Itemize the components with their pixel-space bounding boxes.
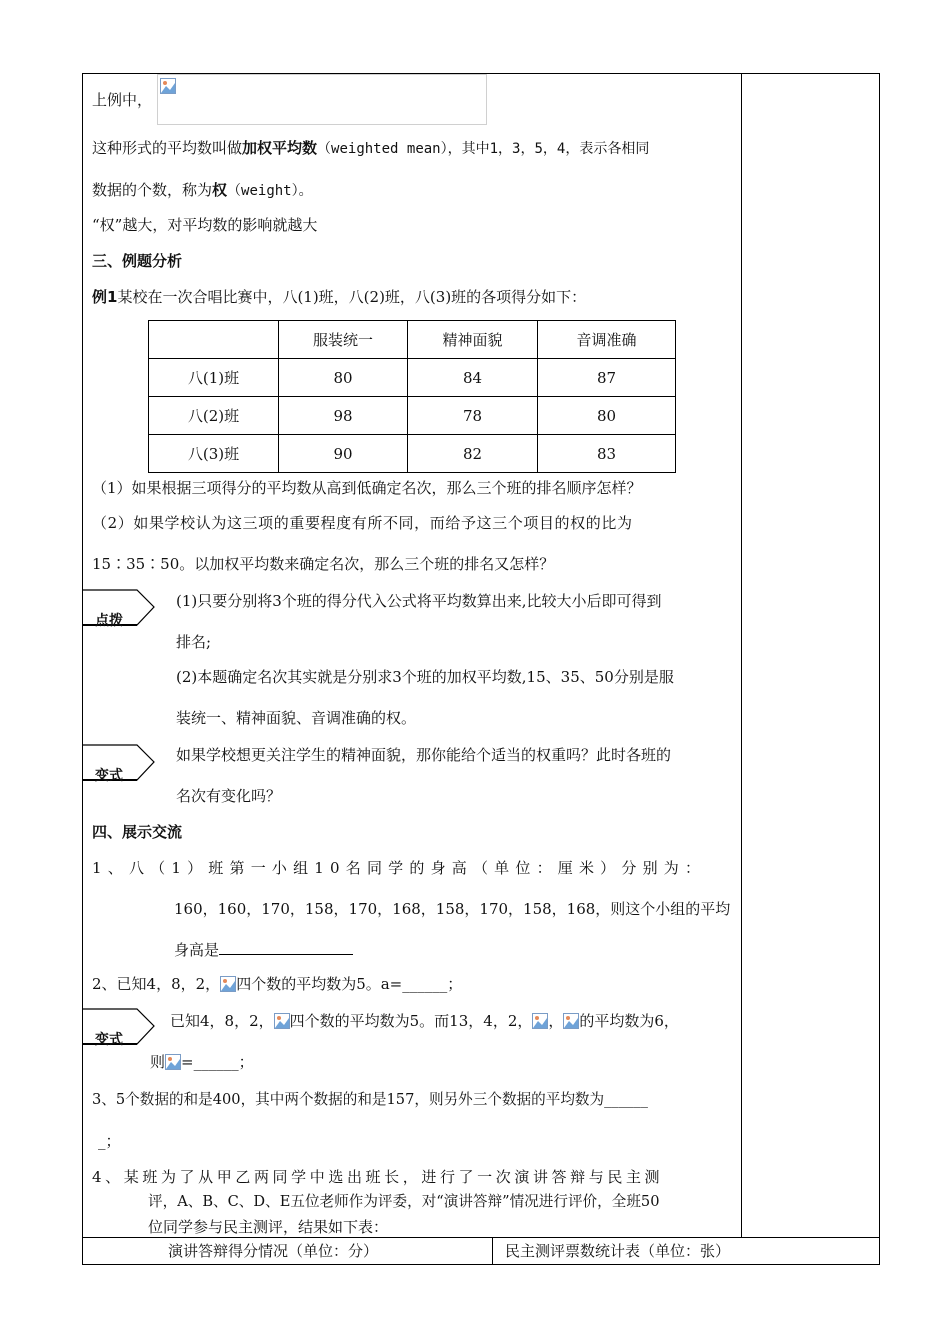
table-row (149, 435, 676, 473)
table-cell: 80 (279, 359, 408, 397)
hint-p2-line1: (2)本题确定名次其实就是分别求3个班的加权平均数,15、35、50分别是服 (176, 668, 674, 686)
text-span: 四个数的平均数为5。a=______； (236, 975, 463, 993)
table-header-cell: 音调准确 (538, 321, 676, 359)
text-span: 数据的个数，称为 (92, 181, 213, 199)
variant1-line2: 名次有变化吗？ (176, 787, 282, 805)
question-2-line2: 15∶35∶50。以加权平均数来确定名次，那么三个班的排名又怎样？ (92, 555, 555, 573)
broken-image-icon (160, 78, 176, 94)
text-span: 的平均数为6， (579, 1012, 679, 1030)
table-cell: 83 (538, 435, 676, 473)
item1-line2: 160，160，170，158，170，168，158，170，158，168，则这个小组的平均 (174, 900, 731, 918)
table-cell: 82 (408, 435, 538, 473)
variant1-line1: 如果学校想更关注学生的精神面貌，那你能给个适当的权重吗？此时各班的 (176, 746, 672, 764)
hint-p1-line1: (1)只要分别将3个班的得分代入公式将平均数算出来,比较大小后即可得到 (176, 592, 662, 610)
table-cell: 98 (279, 397, 408, 435)
formula-image-frame (157, 74, 487, 125)
variant-tag (82, 744, 162, 784)
cell-divider (492, 1237, 493, 1265)
table-cell: 八(2)班 (149, 397, 279, 435)
weighted-mean-term: 加权平均数 (242, 139, 318, 157)
table-cell: 80 (538, 397, 676, 435)
text-span: （weight）。 (227, 183, 313, 199)
text-span: 这种形式的平均数叫做 (92, 139, 243, 157)
table-cell: 87 (538, 359, 676, 397)
hint-tag (82, 589, 162, 629)
table-header-row (149, 321, 676, 359)
text-span: 则 (150, 1053, 166, 1071)
weighted-definition-line2 (92, 183, 313, 198)
hint-label: 点拨 (95, 613, 123, 629)
item4-line2: 评，A、B、C、D、E五位老师作为评委，对“演讲答辩”情况进行评价，全班50 (148, 1193, 660, 1210)
speech-score-header: 演讲答辩得分情况（单位：分） (168, 1242, 379, 1260)
table-header-cell: 服装统一 (279, 321, 408, 359)
bottom-table-header-row (82, 1237, 880, 1265)
text-span: 2、已知4，8，2， (92, 975, 221, 993)
variant-label: 变式 (95, 768, 123, 784)
text-span: ， (548, 1012, 564, 1030)
item3-line1: 3、5个数据的和是400，其中两个数据的和是157，则另外三个数据的平均数为______ (92, 1091, 648, 1108)
table-cell: 78 (408, 397, 538, 435)
variant2-line2 (150, 1054, 254, 1070)
text-span: 某校在一次合唱比赛中，八(1)班，八(2)班，八(3)班的各项得分如下： (117, 288, 587, 306)
weighted-definition-line1 (92, 141, 649, 156)
section3-heading: 三、例题分析 (92, 252, 183, 270)
question-2-line1: （2）如果学校认为这三项的重要程度有所不同，而给予这三个项目的权的比为 (92, 514, 633, 532)
item3-line2: _； (98, 1132, 121, 1150)
above-example-label: 上例中， (92, 91, 153, 109)
variant2-tag (82, 1008, 162, 1048)
example1-intro (92, 290, 586, 305)
item2 (92, 976, 462, 992)
table-cell: 84 (408, 359, 538, 397)
text-span: 四个数的平均数为5。而13，4，2， (289, 1012, 533, 1030)
column-divider (741, 73, 742, 1237)
answer-blank (219, 954, 353, 955)
variant2-line1 (170, 1013, 679, 1029)
table-row (149, 397, 676, 435)
broken-image-icon (532, 1013, 548, 1029)
example-label: 例1 (92, 288, 118, 306)
broken-image-icon (220, 976, 236, 992)
score-table (148, 320, 676, 473)
vote-count-header: 民主测评票数统计表（单位：张） (505, 1242, 731, 1260)
item4-line3: 位同学参与民主测评，结果如下表： (148, 1218, 389, 1236)
text-span: =______； (181, 1053, 254, 1071)
variant2-label: 变式 (95, 1032, 123, 1048)
text-span: 已知4，8，2， (170, 1012, 274, 1030)
broken-image-icon (274, 1013, 290, 1029)
broken-image-icon (563, 1013, 579, 1029)
text-span: 身高是 (174, 941, 220, 959)
hint-p1-line2: 排名; (176, 633, 212, 651)
hint-p2-line2: 装统一、精神面貌、音调准确的权。 (176, 709, 417, 727)
table-header-cell (149, 321, 279, 359)
table-cell: 八(1)班 (149, 359, 279, 397)
table-row (149, 359, 676, 397)
text-span: （weighted mean），其中1，3，5，4，表示各相同 (317, 141, 650, 157)
table-cell: 八(3)班 (149, 435, 279, 473)
weight-note: “权”越大，对平均数的影响就越大 (92, 216, 318, 234)
question-1: （1）如果根据三项得分的平均数从高到低确定名次，那么三个班的排名顺序怎样？ (92, 479, 642, 497)
table-header-cell: 精神面貌 (408, 321, 538, 359)
table-cell: 90 (279, 435, 408, 473)
item1-line3 (174, 943, 353, 958)
item4-line1: 4、某班为了从甲乙两同学中选出班长，进行了一次演讲答辩与民主测 (92, 1168, 664, 1186)
weight-term: 权 (212, 181, 228, 199)
section4-heading: 四、展示交流 (92, 823, 183, 841)
broken-image-icon (165, 1054, 181, 1070)
item1-line1: 1、八（1）班第一小组10名同学的身高（单位：厘米）分别为： (92, 859, 707, 877)
